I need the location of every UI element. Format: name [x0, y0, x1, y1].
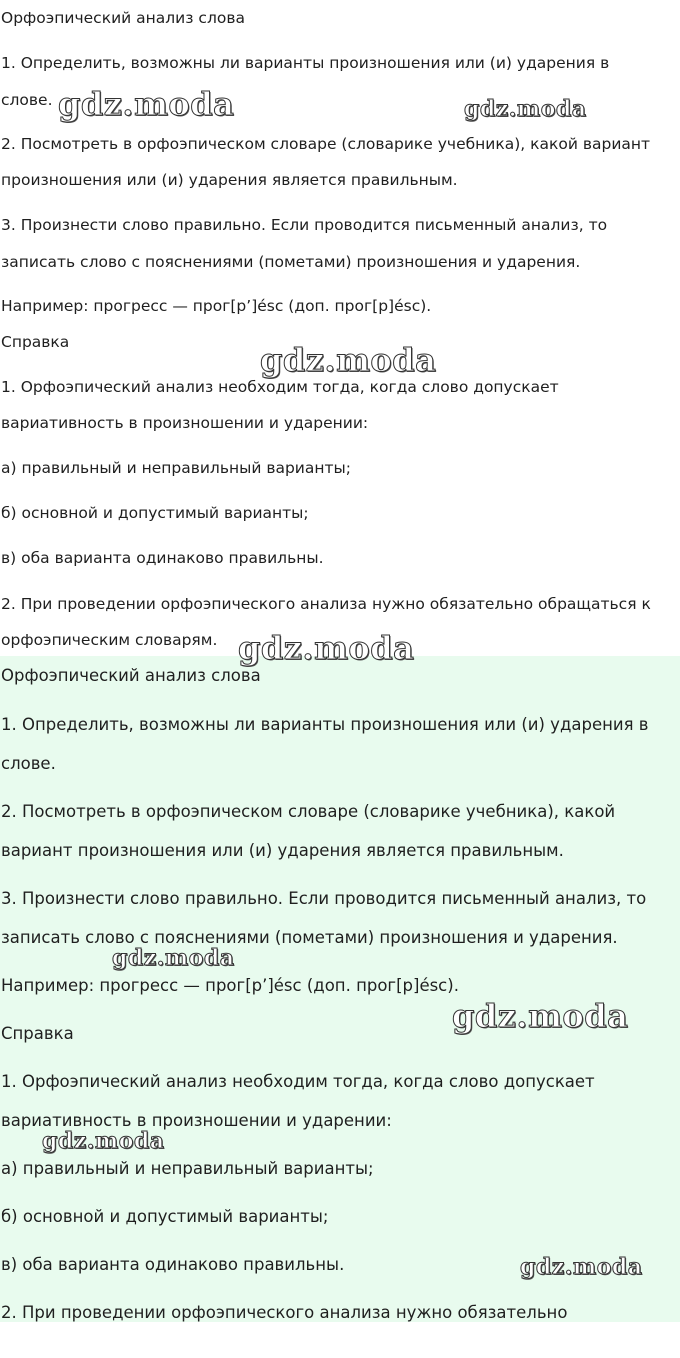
list-item: а) правильный и неправильный варианты;: [1, 1159, 374, 1178]
heading: Орфоэпический анализ слова: [1, 9, 245, 27]
text-line: орфоэпическим словарям.: [1, 631, 218, 649]
answer-block-2: [0, 656, 680, 1322]
example-line: Например: прогресс — прог[р’]ésс (доп. прог[р]ésс).: [1, 976, 459, 995]
watermark-logo: gdz.moda: [112, 945, 235, 971]
text-line: 2. При проведении орфоэпического анализа нужно обязательно обращаться к: [1, 595, 651, 613]
text-line: 1. Орфоэпический анализ необходим тогда, когда слово допускает: [1, 378, 559, 396]
list-item: в) оба варианта одинаково правильны.: [1, 549, 324, 567]
watermark-logo: gdz.moda: [58, 85, 235, 123]
watermark-logo: gdz.moda: [464, 96, 587, 122]
text-line: 1. Определить, возможны ли варианты произношения или (и) ударения в: [1, 715, 649, 734]
text-line: 3. Произнести слово правильно. Если проводится письменный анализ, то: [1, 889, 647, 908]
list-item: в) оба варианта одинаково правильны.: [1, 1255, 345, 1274]
watermark-logo: gdz.moda: [452, 997, 629, 1035]
text-line: 2. Посмотреть в орфоэпическом словаре (словарике учебника), какой вариант: [1, 135, 651, 153]
text-line: 1. Орфоэпический анализ необходим тогда, когда слово допускает: [1, 1072, 595, 1091]
watermark-logo: gdz.moda: [260, 341, 437, 379]
list-item: б) основной и допустимый варианты;: [1, 504, 309, 522]
text-line: слове.: [1, 91, 53, 109]
text-line: записать слово с пояснениями (пометами) произношения и ударения.: [1, 253, 581, 271]
reference-heading: Справка: [1, 1024, 74, 1043]
text-line: вариативность в произношении и ударении:: [1, 414, 369, 432]
watermark-logo: gdz.moda: [520, 1254, 643, 1280]
text-line: слове.: [1, 754, 56, 773]
text-line: 1. Определить, возможны ли варианты произношения или (и) ударения в: [1, 54, 610, 72]
text-line: 2. При проведении орфоэпического анализа нужно обязательно: [1, 1303, 568, 1322]
text-line: 3. Произнести слово правильно. Если проводится письменный анализ, то: [1, 216, 608, 234]
reference-heading: Справка: [1, 333, 70, 351]
text-line: вариативность в произношении и ударении:: [1, 1111, 392, 1130]
list-item: б) основной и допустимый варианты;: [1, 1207, 329, 1226]
text-line: записать слово с пояснениями (пометами) произношения и ударения.: [1, 928, 618, 947]
list-item: а) правильный и неправильный варианты;: [1, 459, 351, 477]
text-line: 2. Посмотреть в орфоэпическом словаре (словарике учебника), какой: [1, 802, 616, 821]
watermark-logo: gdz.moda: [238, 629, 415, 667]
watermark-logo: gdz.moda: [42, 1128, 165, 1154]
text-line: вариант произношения или (и) ударения является правильным.: [1, 841, 564, 860]
example-line: Например: прогресс — прог[р’]ésс (доп. прог[р]ésс).: [1, 297, 432, 315]
text-line: произношения или (и) ударения является правильным.: [1, 171, 458, 189]
heading: Орфоэпический анализ слова: [1, 666, 261, 685]
